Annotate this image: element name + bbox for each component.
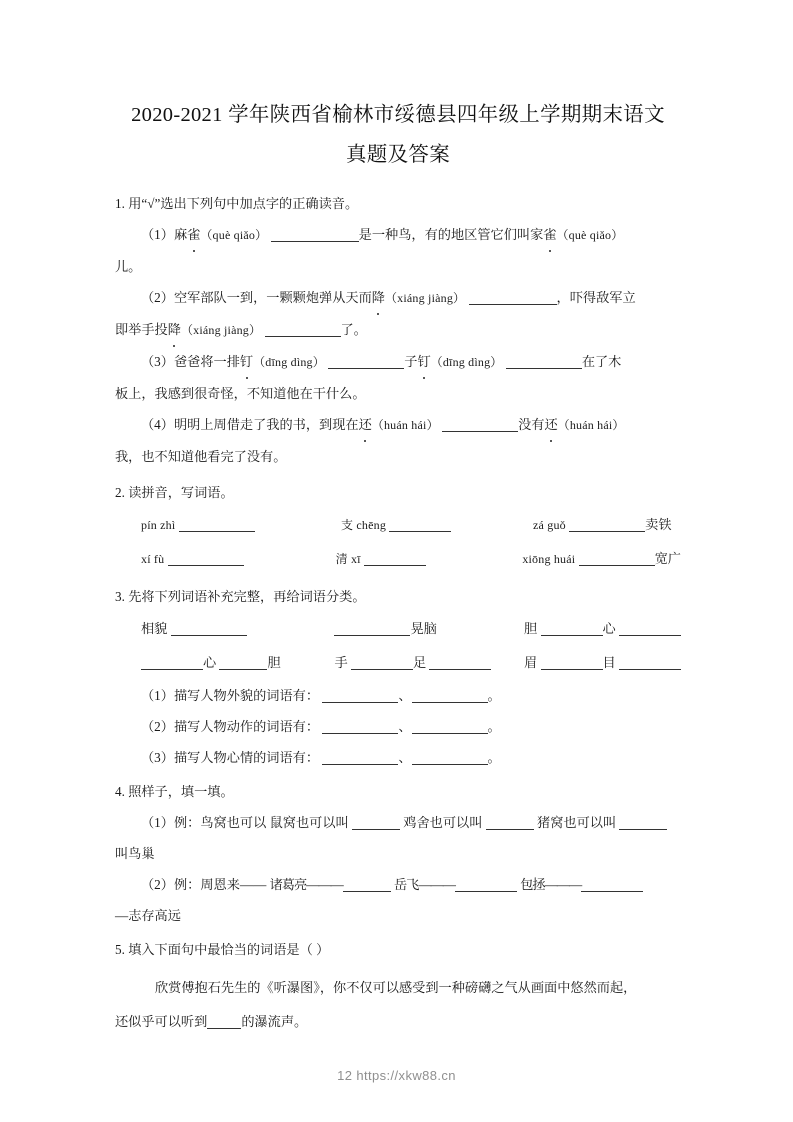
word-text: 眉 bbox=[524, 655, 538, 670]
answer-blank[interactable] bbox=[351, 656, 413, 670]
pinyin-text: 清 xī bbox=[335, 552, 361, 566]
question-4-item-2 bbox=[115, 869, 681, 900]
answer-blank[interactable] bbox=[619, 816, 667, 830]
answer-blank[interactable] bbox=[168, 552, 244, 566]
question-1-item-4-cont bbox=[115, 441, 681, 472]
question-2-number: 2. bbox=[115, 485, 125, 500]
question-4 bbox=[115, 777, 681, 931]
answer-blank[interactable] bbox=[619, 622, 681, 636]
dotted-char: 钉 bbox=[240, 346, 253, 377]
question-3-number: 3. bbox=[115, 589, 125, 604]
word-text: 相貌 bbox=[141, 621, 168, 636]
question-1-item-1-cont bbox=[115, 251, 681, 282]
question-3-sub-2 bbox=[115, 711, 681, 742]
text-seg: 诸葛亮——— bbox=[269, 877, 343, 892]
word-cell bbox=[334, 612, 524, 646]
dotted-char: 雀 bbox=[543, 219, 556, 250]
item-label: （1） bbox=[141, 815, 174, 830]
text-seg: 是一种鸟，有的地区管它们叫家 bbox=[358, 227, 544, 242]
question-5-body-line-2 bbox=[115, 1005, 681, 1039]
question-1-item-2-cont bbox=[115, 314, 681, 346]
pinyin-word-cell bbox=[522, 542, 681, 576]
question-1-prompt: 用“√”选出下列句中加点字的正确读音。 bbox=[128, 196, 359, 211]
period: 。 bbox=[487, 688, 501, 703]
item-label: （3） bbox=[141, 750, 174, 765]
text-seg: 板上，我感到很奇怪，不知道他在干什么。 bbox=[115, 386, 366, 401]
answer-blank[interactable] bbox=[219, 656, 267, 670]
question-1-item-4 bbox=[115, 409, 681, 441]
item-label: （1） bbox=[141, 227, 174, 242]
pinyin-choice: （què qiǎo） bbox=[200, 228, 268, 242]
text-seg: 叫鸟巢 bbox=[115, 846, 155, 861]
dotted-char: 钉 bbox=[417, 346, 430, 377]
pinyin-choice: （xiáng jiàng） bbox=[180, 323, 262, 337]
answer-blank[interactable] bbox=[322, 720, 398, 734]
answer-blank[interactable] bbox=[455, 878, 517, 892]
suffix-text: 卖铁 bbox=[645, 517, 672, 532]
question-3-sub-3 bbox=[115, 742, 681, 773]
text-seg: 了。 bbox=[340, 322, 367, 337]
answer-blank[interactable] bbox=[469, 291, 557, 305]
text-seg: 儿。 bbox=[115, 259, 142, 274]
word-text: 心 bbox=[602, 621, 616, 636]
answer-blank[interactable] bbox=[179, 518, 255, 532]
pinyin-word-cell bbox=[341, 508, 533, 542]
question-2-row-1 bbox=[115, 508, 681, 542]
dotted-char: 还 bbox=[544, 409, 557, 440]
text-seg: 鸡舍也可以叫 bbox=[403, 815, 483, 830]
question-3-head bbox=[115, 582, 681, 612]
answer-blank[interactable] bbox=[171, 622, 247, 636]
question-3 bbox=[115, 582, 681, 773]
question-2-prompt: 读拼音，写词语。 bbox=[128, 485, 234, 500]
page-number: 12 bbox=[337, 1068, 353, 1083]
answer-blank[interactable] bbox=[569, 518, 645, 532]
answer-blank[interactable] bbox=[364, 552, 426, 566]
word-cell bbox=[141, 612, 334, 646]
answer-blank[interactable] bbox=[412, 689, 488, 703]
answer-blank[interactable] bbox=[506, 355, 582, 369]
answer-blank[interactable] bbox=[141, 656, 203, 670]
page-footer bbox=[0, 1068, 793, 1083]
answer-blank[interactable] bbox=[429, 656, 491, 670]
answer-blank[interactable] bbox=[389, 518, 451, 532]
text-seg: 鼠窝也可以叫 bbox=[269, 815, 349, 830]
answer-blank[interactable] bbox=[442, 418, 518, 432]
answer-blank[interactable] bbox=[271, 228, 359, 242]
answer-blank[interactable] bbox=[579, 552, 655, 566]
pinyin-text: pín zhì bbox=[141, 518, 176, 532]
pinyin-word-cell bbox=[141, 542, 336, 576]
word-text: 手 bbox=[334, 655, 348, 670]
answer-blank[interactable] bbox=[322, 689, 398, 703]
item-label: （2） bbox=[141, 877, 174, 892]
question-4-item-1-cont bbox=[115, 838, 681, 869]
question-3-prompt: 先将下列词语补充完整，再给词语分类。 bbox=[128, 589, 366, 604]
dotted-char: 降 bbox=[372, 282, 385, 313]
separator: 、 bbox=[398, 688, 412, 703]
sub-text: 描写人物动作的词语有： bbox=[173, 719, 320, 734]
suffix-text: 宽广 bbox=[654, 551, 681, 566]
answer-blank[interactable] bbox=[412, 751, 488, 765]
pinyin-word-cell bbox=[141, 508, 341, 542]
text-seg: 岳飞——— bbox=[394, 877, 455, 892]
word-text: 晃脑 bbox=[410, 621, 437, 636]
page-title bbox=[115, 95, 681, 175]
question-4-number: 4. bbox=[115, 784, 125, 799]
text-seg: 麻 bbox=[173, 227, 188, 242]
word-text: 胆 bbox=[524, 621, 538, 636]
text-seg: 明明上周借走了我的书，到现在 bbox=[173, 417, 359, 432]
question-3-sub-1 bbox=[115, 680, 681, 711]
sub-text: 描写人物外貌的词语有： bbox=[173, 688, 320, 703]
question-5-number: 5. bbox=[115, 942, 125, 957]
title-line-1: 2020-2021 学年陕西省榆林市绥德县四年级上学期期末语文 bbox=[131, 104, 665, 126]
question-4-head bbox=[115, 777, 681, 807]
question-2-head bbox=[115, 478, 681, 508]
question-4-item-1 bbox=[115, 807, 681, 838]
item-label: （3） bbox=[141, 354, 174, 369]
question-1-number: 1. bbox=[115, 196, 125, 211]
answer-blank[interactable] bbox=[619, 656, 681, 670]
answer-blank[interactable] bbox=[541, 622, 603, 636]
text-seg: 的瀑流声。 bbox=[241, 1014, 308, 1029]
sub-text: 描写人物心情的词语有： bbox=[173, 750, 320, 765]
dotted-char: 雀 bbox=[187, 219, 200, 250]
question-5-body bbox=[115, 971, 681, 1039]
item-label: （2） bbox=[141, 719, 174, 734]
dotted-char: 还 bbox=[359, 409, 372, 440]
separator: 、 bbox=[398, 750, 412, 765]
pinyin-choice: （huán hái） bbox=[371, 418, 439, 432]
pinyin-text: 支 chēng bbox=[341, 518, 387, 532]
pinyin-text: zá guǒ bbox=[533, 518, 566, 532]
text-seg: 子 bbox=[404, 354, 418, 369]
answer-blank[interactable] bbox=[207, 1015, 241, 1029]
text-seg: 还似乎可以听到 bbox=[115, 1014, 208, 1029]
item-label: （1） bbox=[141, 688, 174, 703]
question-1-item-2 bbox=[115, 282, 681, 314]
text-seg: 空军部队一到，一颗颗炮弹从天而 bbox=[173, 290, 372, 305]
text-seg: 猪窝也可以叫 bbox=[537, 815, 617, 830]
question-1-item-1 bbox=[115, 219, 681, 251]
text-seg: 没有 bbox=[518, 417, 545, 432]
text-seg: —志存高远 bbox=[115, 908, 181, 923]
item-label: （2） bbox=[141, 290, 174, 305]
text-seg: 在了木 bbox=[581, 354, 622, 369]
pinyin-word-cell bbox=[336, 542, 523, 576]
text-seg: 我，也不知道他看完了没有。 bbox=[115, 449, 287, 464]
answer-blank[interactable] bbox=[412, 720, 488, 734]
separator: 、 bbox=[398, 719, 412, 734]
word-text: 胆 bbox=[267, 655, 281, 670]
title-line-2: 真题及答案 bbox=[346, 144, 450, 166]
question-3-word-row-1 bbox=[115, 612, 681, 646]
pinyin-choice: （huán hái） bbox=[557, 418, 625, 432]
answer-blank[interactable] bbox=[486, 816, 534, 830]
period: 。 bbox=[487, 750, 501, 765]
text-seg: 爸爸将一排 bbox=[173, 354, 240, 369]
answer-blank[interactable] bbox=[581, 878, 643, 892]
period: 。 bbox=[487, 719, 501, 734]
word-text: 目 bbox=[602, 655, 616, 670]
word-cell bbox=[524, 612, 681, 646]
question-1-head bbox=[115, 189, 681, 219]
text-seg: ，吓得敌军立 bbox=[556, 290, 636, 305]
question-5-body-line-1: 欣赏傅抱石先生的《听瀑图》，你不仅可以感受到一种磅礴之气从画面中悠然而起， bbox=[155, 980, 637, 995]
question-1 bbox=[115, 189, 681, 472]
question-2-row-2 bbox=[115, 542, 681, 576]
question-2 bbox=[115, 478, 681, 576]
answer-blank[interactable] bbox=[352, 816, 400, 830]
question-5-prompt: 填入下面句中最恰当的词语是（ ） bbox=[128, 942, 330, 957]
question-1-item-3 bbox=[115, 346, 681, 378]
item-label: （4） bbox=[141, 417, 174, 432]
question-5-head bbox=[115, 935, 681, 965]
answer-blank[interactable] bbox=[322, 751, 398, 765]
word-cell bbox=[524, 646, 681, 680]
example-text: 例：鸟窝也可以 bbox=[173, 815, 267, 830]
dotted-char: 降 bbox=[168, 314, 181, 345]
word-cell bbox=[334, 646, 524, 680]
pinyin-choice: （dīng dìng） bbox=[430, 355, 503, 369]
pinyin-choice: （dīng dìng） bbox=[253, 355, 325, 369]
pinyin-choice: （què qiǎo） bbox=[556, 228, 624, 242]
pinyin-text: xiōng huái bbox=[522, 552, 576, 566]
question-1-item-3-cont bbox=[115, 378, 681, 409]
question-5 bbox=[115, 935, 681, 1039]
answer-blank[interactable] bbox=[265, 323, 341, 337]
answer-blank[interactable] bbox=[541, 656, 603, 670]
footer-url: https://xkw88.cn bbox=[356, 1068, 456, 1083]
answer-blank[interactable] bbox=[328, 355, 404, 369]
pinyin-text: xí fù bbox=[141, 552, 165, 566]
text-seg: 包拯——— bbox=[520, 877, 582, 892]
question-3-word-row-2 bbox=[115, 646, 681, 680]
question-4-item-2-cont bbox=[115, 900, 681, 931]
answer-blank[interactable] bbox=[334, 622, 410, 636]
word-text: 心 bbox=[203, 655, 217, 670]
word-text: 足 bbox=[412, 655, 427, 670]
word-cell bbox=[141, 646, 334, 680]
question-4-prompt: 照样子，填一填。 bbox=[128, 784, 234, 799]
example-text: 例：周恩来—— bbox=[173, 877, 267, 892]
pinyin-choice: （xiáng jiàng） bbox=[384, 291, 466, 305]
pinyin-word-cell bbox=[533, 508, 681, 542]
answer-blank[interactable] bbox=[343, 878, 391, 892]
text-seg: 即举手投 bbox=[115, 322, 168, 337]
